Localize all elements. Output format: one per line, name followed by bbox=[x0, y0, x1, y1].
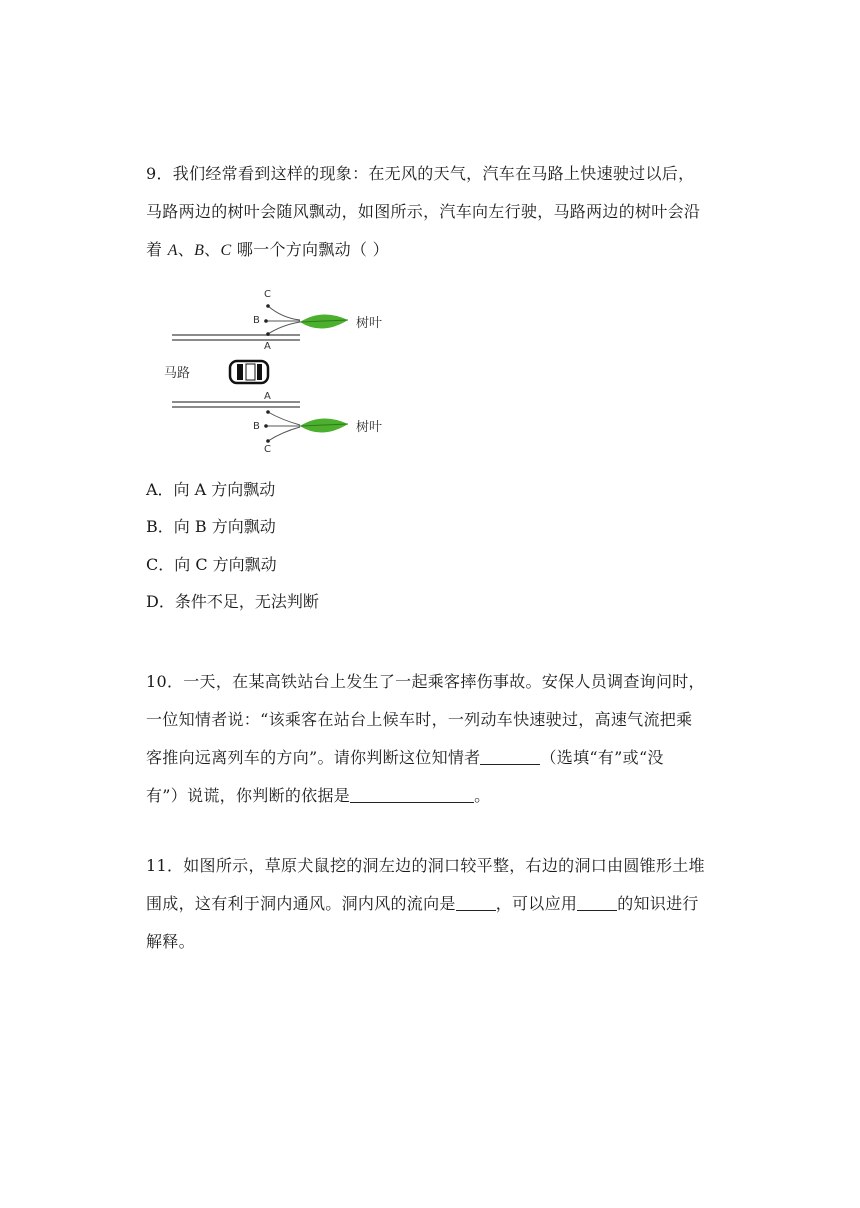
lower-dot-b bbox=[264, 424, 268, 428]
road-leaf-diagram bbox=[160, 282, 400, 457]
q9-line-1: 9．我们经常看到这样的现象：在无风的天气，汽车在马路上快速驶过以后， bbox=[146, 164, 695, 183]
road-label: 马路 bbox=[164, 366, 191, 381]
lower-path-c bbox=[268, 427, 300, 441]
var-c: C bbox=[220, 242, 232, 259]
q10-blank-1[interactable] bbox=[480, 748, 540, 765]
q9-line-2: 马路两边的树叶会随风飘动，如图所示，汽车向左行驶，马路两边的树叶会沿 bbox=[146, 202, 701, 221]
upper-path-a bbox=[268, 322, 300, 334]
q9-option-a: A．向 A 方向飘动 bbox=[146, 480, 276, 499]
question-11-stem bbox=[146, 847, 726, 961]
upper-point-a: A bbox=[264, 341, 271, 352]
upper-path-c bbox=[268, 306, 300, 320]
road-leaf-figure bbox=[160, 282, 400, 457]
q10-line-4: 有”）说谎，你判断的依据是 。 bbox=[146, 786, 491, 805]
q11-line-2: 围成，这有利于洞内通风。洞内风的流向是 ，可以应用 的知识进行 bbox=[146, 894, 699, 913]
upper-point-c: C bbox=[264, 289, 271, 300]
q9-option-b: B．向 B 方向飘动 bbox=[146, 517, 276, 536]
lower-point-a: A bbox=[264, 391, 271, 402]
lower-path-a bbox=[268, 412, 300, 425]
lower-dot-a bbox=[266, 410, 270, 414]
q11-line-1: 11．如图所示，草原犬鼠挖的洞左边的洞口较平整，右边的洞口由圆锥形土堆 bbox=[146, 856, 705, 875]
lower-point-c: C bbox=[264, 444, 271, 455]
q11-blank-1[interactable] bbox=[456, 894, 496, 911]
var-b: B bbox=[194, 242, 205, 259]
q10-line-2: 一位知情者说：“该乘客在站台上候车时，一列动车快速驶过，高速气流把乘 bbox=[146, 710, 693, 729]
q10-blank-2[interactable] bbox=[350, 786, 474, 803]
upper-dot-a bbox=[266, 332, 270, 336]
upper-dot-c bbox=[266, 304, 270, 308]
lower-dot-c bbox=[266, 439, 270, 443]
upper-leaf-label: 树叶 bbox=[356, 316, 383, 331]
var-a: A bbox=[167, 242, 178, 259]
upper-dot-b bbox=[264, 319, 268, 323]
lower-point-b: B bbox=[253, 421, 260, 432]
q11-blank-2[interactable] bbox=[577, 894, 617, 911]
q9-option-c: C．向 C 方向飘动 bbox=[146, 555, 277, 574]
q10-line-3: 客推向远离列车的方向”。请你判断这位知情者 （选填“有”或“没 bbox=[146, 748, 664, 767]
upper-point-b: B bbox=[253, 315, 260, 326]
q9-option-d: D．条件不足，无法判断 bbox=[146, 592, 319, 611]
q11-line-3: 解释。 bbox=[146, 932, 195, 951]
car-icon bbox=[230, 361, 268, 383]
q9-line-3: 着 A、B、C 哪一个方向飘动（ ） bbox=[146, 240, 389, 259]
q10-line-1: 10．一天，在某高铁站台上发生了一起乘客摔伤事故。安保人员调查询问时， bbox=[146, 672, 705, 691]
lower-leaf-label: 树叶 bbox=[356, 420, 383, 435]
question-10-stem bbox=[146, 663, 726, 815]
question-9-stem bbox=[146, 155, 726, 270]
